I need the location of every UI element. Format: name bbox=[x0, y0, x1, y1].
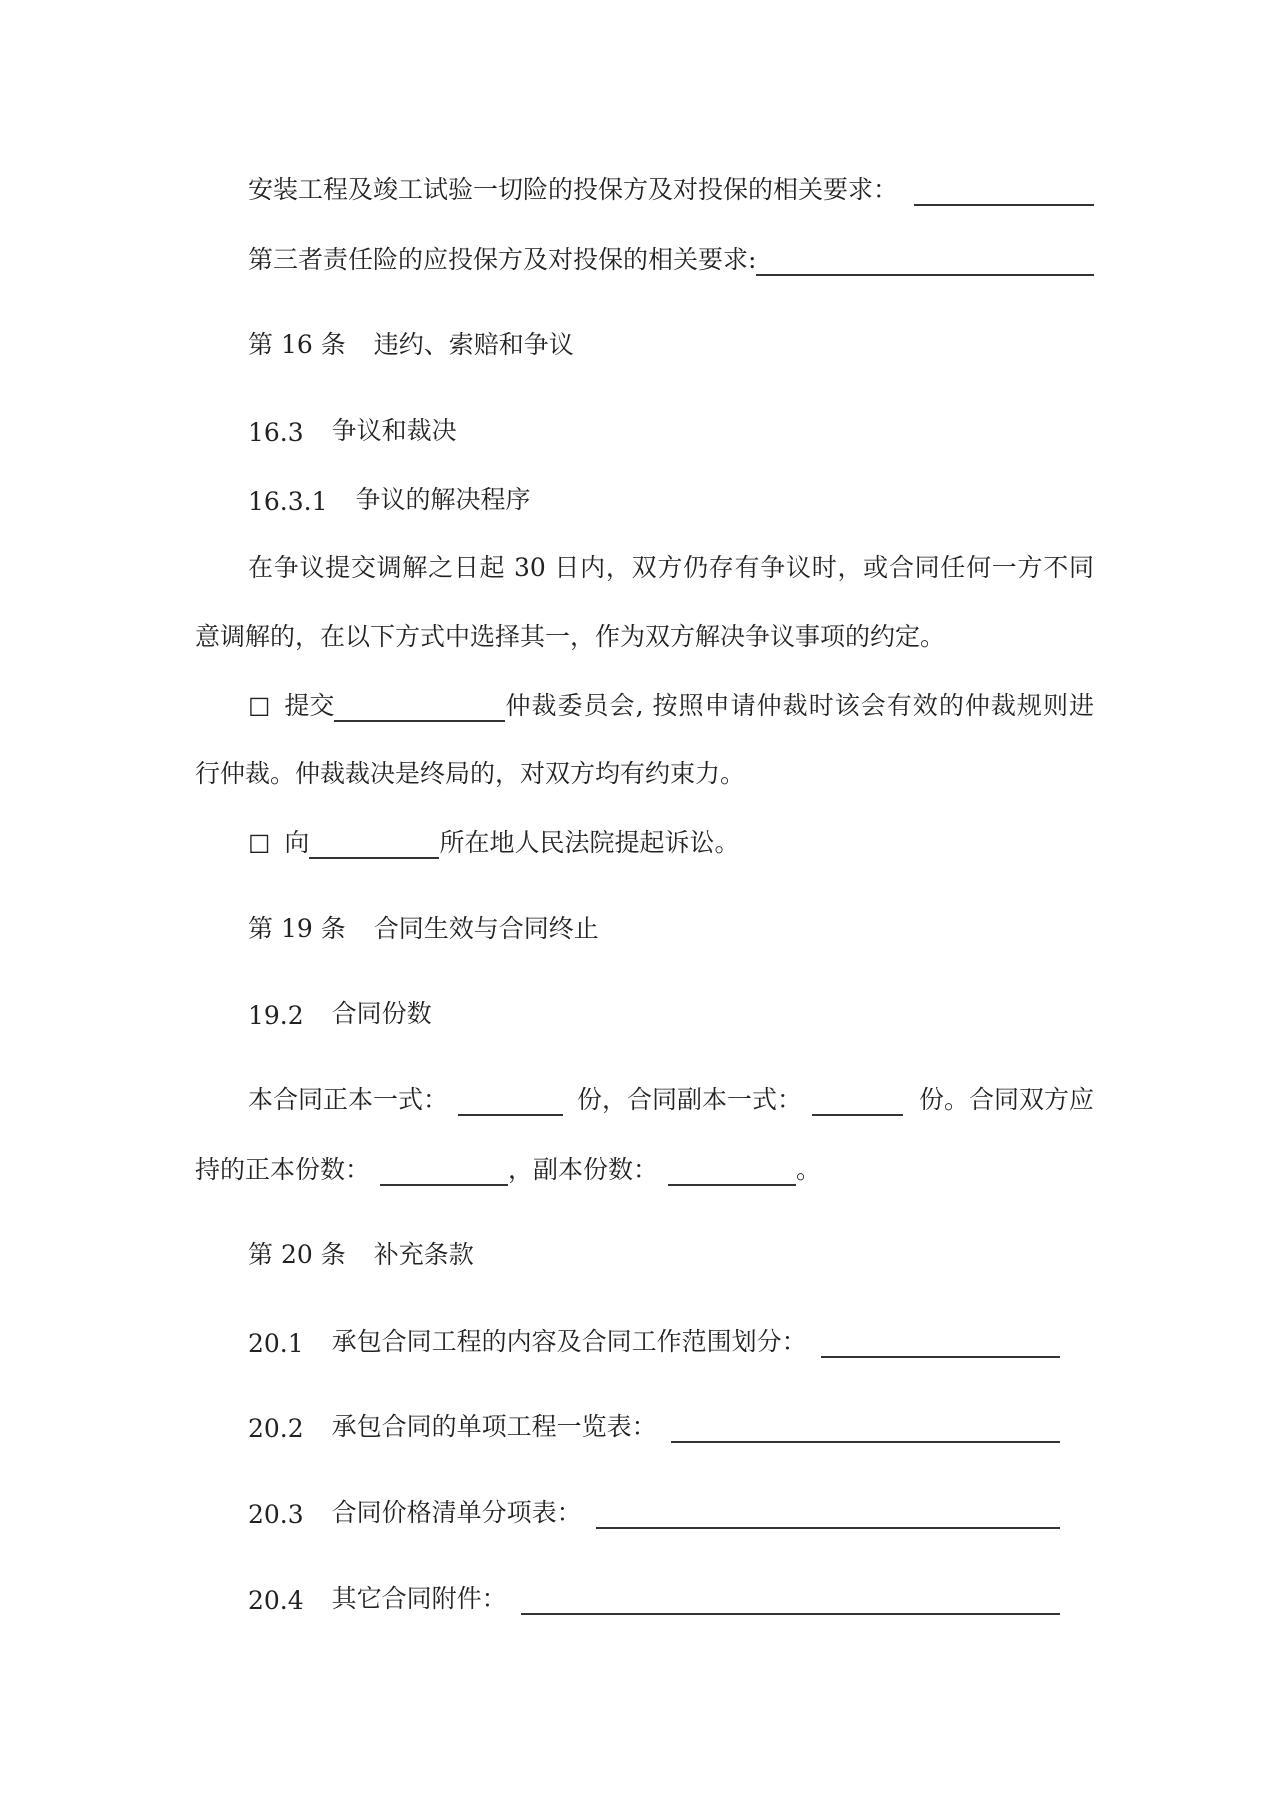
third-party-insurance-label: 第三者责任险的应投保方及对投保的相关要求: bbox=[248, 245, 757, 274]
arbitration-commission-blank[interactable] bbox=[334, 694, 505, 722]
section-20-3 bbox=[248, 1495, 1060, 1529]
section-number: 16.3.1 bbox=[248, 487, 328, 516]
section-title: 争议的解决程序 bbox=[355, 485, 531, 514]
litigation-checkbox[interactable]: ☐ bbox=[248, 830, 271, 859]
section-number: 16.3 bbox=[248, 418, 304, 447]
copies-line2 bbox=[195, 1152, 821, 1186]
option-text: 行仲裁。仲裁裁决是终局的，对双方均有约束力。 bbox=[195, 759, 746, 788]
option-text: 所在地人民法院提起诉讼。 bbox=[439, 828, 740, 857]
section-title: 承包合同工程的内容及合同工作范围划分： bbox=[331, 1327, 807, 1356]
section-16-3-heading bbox=[248, 413, 457, 447]
article-title: 违约、索赔和争议 bbox=[373, 330, 574, 359]
article-16-heading bbox=[248, 327, 574, 361]
article-19-heading bbox=[248, 911, 599, 945]
original-copies-blank[interactable] bbox=[458, 1088, 563, 1116]
copies-text: 持的正本份数： bbox=[195, 1155, 371, 1184]
section-title: 争议和裁决 bbox=[331, 416, 457, 445]
held-original-blank[interactable] bbox=[380, 1158, 508, 1186]
price-list-blank[interactable] bbox=[596, 1501, 1060, 1529]
paragraph-text: 意调解的，在以下方式中选择其一，作为双方解决争议事项的约定。 bbox=[195, 622, 946, 651]
section-20-4 bbox=[248, 1581, 1060, 1615]
section-number: 20.3 bbox=[248, 1500, 304, 1529]
dispute-paragraph-line2 bbox=[195, 619, 945, 653]
duplicate-copies-blank[interactable] bbox=[812, 1088, 903, 1116]
attachments-blank[interactable] bbox=[521, 1587, 1060, 1615]
option-text: 向 bbox=[284, 828, 310, 857]
section-16-3-1-heading bbox=[248, 482, 531, 516]
article-title: 补充条款 bbox=[373, 1240, 474, 1269]
section-number: 20.2 bbox=[248, 1414, 304, 1443]
section-19-2-heading bbox=[248, 996, 432, 1030]
article-number: 第 19 条 bbox=[248, 914, 346, 943]
section-number: 20.1 bbox=[248, 1329, 304, 1358]
option-text: 仲裁委员会, 按照申请仲裁时该会有效的仲裁规则进 bbox=[505, 691, 1094, 720]
section-title: 合同份数 bbox=[331, 999, 432, 1028]
option-text: 提交 bbox=[284, 691, 335, 720]
install-insurance-blank[interactable] bbox=[914, 178, 1094, 206]
section-title: 其它合同附件： bbox=[331, 1584, 507, 1613]
section-number: 20.4 bbox=[248, 1586, 304, 1615]
article-number: 第 16 条 bbox=[248, 330, 346, 359]
third-party-insurance-line bbox=[248, 242, 1094, 276]
install-insurance-line bbox=[248, 172, 1094, 206]
item-list-blank[interactable] bbox=[671, 1415, 1060, 1443]
install-insurance-label: 安装工程及竣工试验一切险的投保方及对投保的相关要求： bbox=[248, 175, 899, 204]
section-20-2 bbox=[248, 1409, 1060, 1443]
copies-text: 。 bbox=[796, 1155, 822, 1184]
dispute-paragraph-line1 bbox=[248, 550, 1094, 584]
copies-text: 本合同正本一式： bbox=[248, 1085, 449, 1114]
section-20-1 bbox=[248, 1324, 1060, 1358]
copies-text: ，副本份数： bbox=[508, 1155, 659, 1184]
paragraph-text: 在争议提交调解之日起 30 日内，双方仍存有争议时，或合同任何一方不同 bbox=[248, 553, 1094, 582]
held-duplicate-blank[interactable] bbox=[668, 1158, 796, 1186]
copies-line1 bbox=[248, 1082, 1094, 1116]
article-title: 合同生效与合同终止 bbox=[373, 914, 599, 943]
section-number: 19.2 bbox=[248, 1001, 304, 1030]
arbitration-option-line2 bbox=[195, 756, 745, 790]
arbitration-checkbox[interactable]: ☐ bbox=[248, 693, 271, 722]
litigation-option bbox=[248, 825, 739, 859]
section-title: 合同价格清单分项表： bbox=[331, 1498, 582, 1527]
article-number: 第 20 条 bbox=[248, 1240, 346, 1269]
third-party-insurance-blank[interactable] bbox=[756, 248, 1094, 276]
article-20-heading bbox=[248, 1237, 474, 1271]
copies-text: 份，合同副本一式： bbox=[577, 1085, 803, 1114]
arbitration-option bbox=[248, 688, 1094, 722]
copies-text: 份。合同双方应 bbox=[918, 1085, 1094, 1114]
work-scope-blank[interactable] bbox=[821, 1330, 1060, 1358]
section-title: 承包合同的单项工程一览表： bbox=[331, 1412, 657, 1441]
court-location-blank[interactable] bbox=[309, 831, 439, 859]
